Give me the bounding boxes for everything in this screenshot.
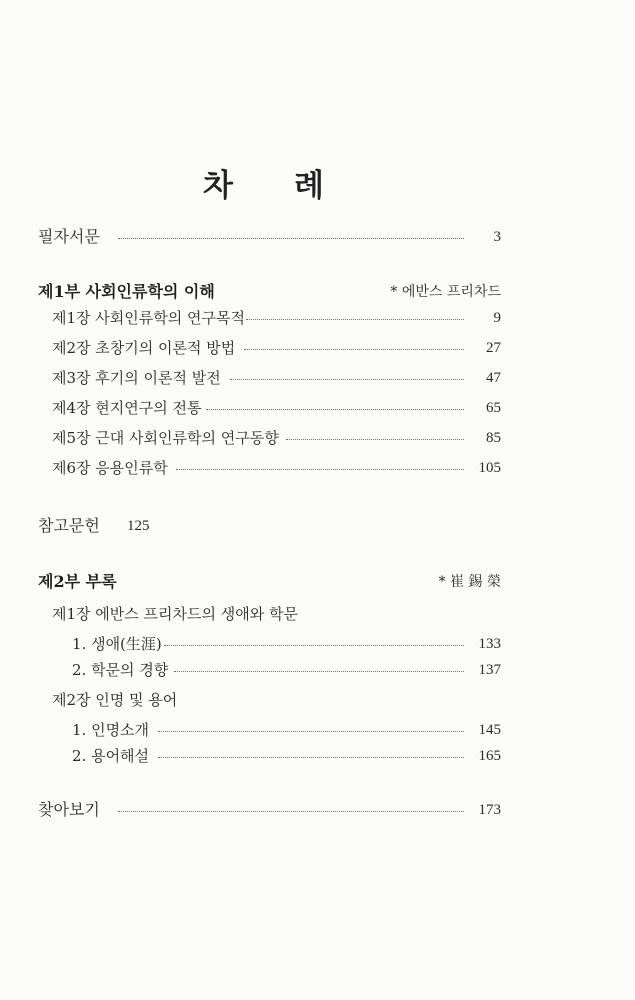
toc-label: 제3장 후기의 이론적 발전 xyxy=(52,369,221,387)
toc-page-number: 145 xyxy=(478,722,501,738)
toc-entry-section[interactable] xyxy=(0,632,635,656)
toc-entry-chapter[interactable] xyxy=(0,366,635,390)
dot-leader xyxy=(174,671,464,672)
dot-leader xyxy=(158,731,464,732)
toc-label: 1. 생애(生涯) xyxy=(72,635,162,653)
toc-entry-chapter[interactable] xyxy=(0,426,635,450)
toc-label: 제6장 응용인류학 xyxy=(52,459,168,477)
title-char-2: 례 xyxy=(294,168,324,204)
dot-leader xyxy=(158,757,464,758)
toc-page-number: 105 xyxy=(478,460,501,476)
title-char-1: 차 xyxy=(203,168,233,204)
toc-entry-chapter[interactable] xyxy=(0,336,635,360)
toc-page-number: 27 xyxy=(486,340,501,356)
part-title: 제2부 부록 xyxy=(38,572,117,591)
toc-entry-chapter[interactable] xyxy=(0,688,635,712)
dot-leader xyxy=(118,811,464,812)
toc-page-number: 3 xyxy=(493,229,501,245)
toc-page-number: 165 xyxy=(478,748,501,764)
toc-page-number: 65 xyxy=(486,400,501,416)
dot-leader xyxy=(286,439,464,440)
toc-page-number: 47 xyxy=(486,370,501,386)
page-title xyxy=(0,160,635,204)
toc-label: 찾아보기 xyxy=(38,800,100,819)
toc-label: 제1장 사회인류학의 연구목적 xyxy=(52,309,245,327)
dot-leader xyxy=(244,349,464,350)
toc-entry-chapter[interactable] xyxy=(0,602,635,626)
toc-entry-preface[interactable] xyxy=(0,225,635,249)
part-title: 제1부 사회인류학의 이해 xyxy=(38,282,215,301)
toc-entry-index[interactable] xyxy=(0,798,635,822)
part-author: * 崔 錫 榮 xyxy=(438,574,501,590)
toc-entry-section[interactable] xyxy=(0,718,635,742)
dot-leader xyxy=(230,379,464,380)
toc-label: 제2장 인명 및 용어 xyxy=(52,691,178,709)
toc-label: 제1장 에반스 프리차드의 생애와 학문 xyxy=(52,605,298,623)
dot-leader xyxy=(118,238,464,239)
toc-entry-section[interactable] xyxy=(0,658,635,682)
toc-part-2-heading[interactable] xyxy=(0,570,635,594)
toc-part-1-heading[interactable] xyxy=(0,280,635,304)
part-author: * 에반스 프리차드 xyxy=(390,284,501,300)
dot-leader xyxy=(246,319,464,320)
toc-label: 제4장 현지연구의 전통 xyxy=(52,399,202,417)
dot-leader xyxy=(206,409,464,410)
toc-page-number: 133 xyxy=(478,636,501,652)
toc-entry-chapter[interactable] xyxy=(0,306,635,330)
toc-page-number: 137 xyxy=(478,662,501,678)
dot-leader xyxy=(176,469,464,470)
toc-label: 2. 용어해설 xyxy=(72,747,150,765)
toc-label: 참고문헌 xyxy=(38,516,100,535)
dot-leader xyxy=(164,645,464,646)
toc-label: 2. 학문의 경향 xyxy=(72,661,169,679)
toc-label: 제5장 근대 사회인류학의 연구동향 xyxy=(52,429,279,447)
toc-entry-section[interactable] xyxy=(0,744,635,768)
toc-page-number: 125 xyxy=(127,518,150,534)
toc-page-number: 173 xyxy=(478,802,501,818)
toc-entry-chapter[interactable] xyxy=(0,456,635,480)
toc-entry-chapter[interactable] xyxy=(0,396,635,420)
toc-page-number: 85 xyxy=(486,430,501,446)
toc-entry-references[interactable] xyxy=(0,514,635,538)
toc-label: 1. 인명소개 xyxy=(72,721,150,739)
toc-label: 제2장 초창기의 이론적 방법 xyxy=(52,339,236,357)
toc-page-number: 9 xyxy=(493,310,501,326)
toc-label: 필자서문 xyxy=(38,227,100,246)
